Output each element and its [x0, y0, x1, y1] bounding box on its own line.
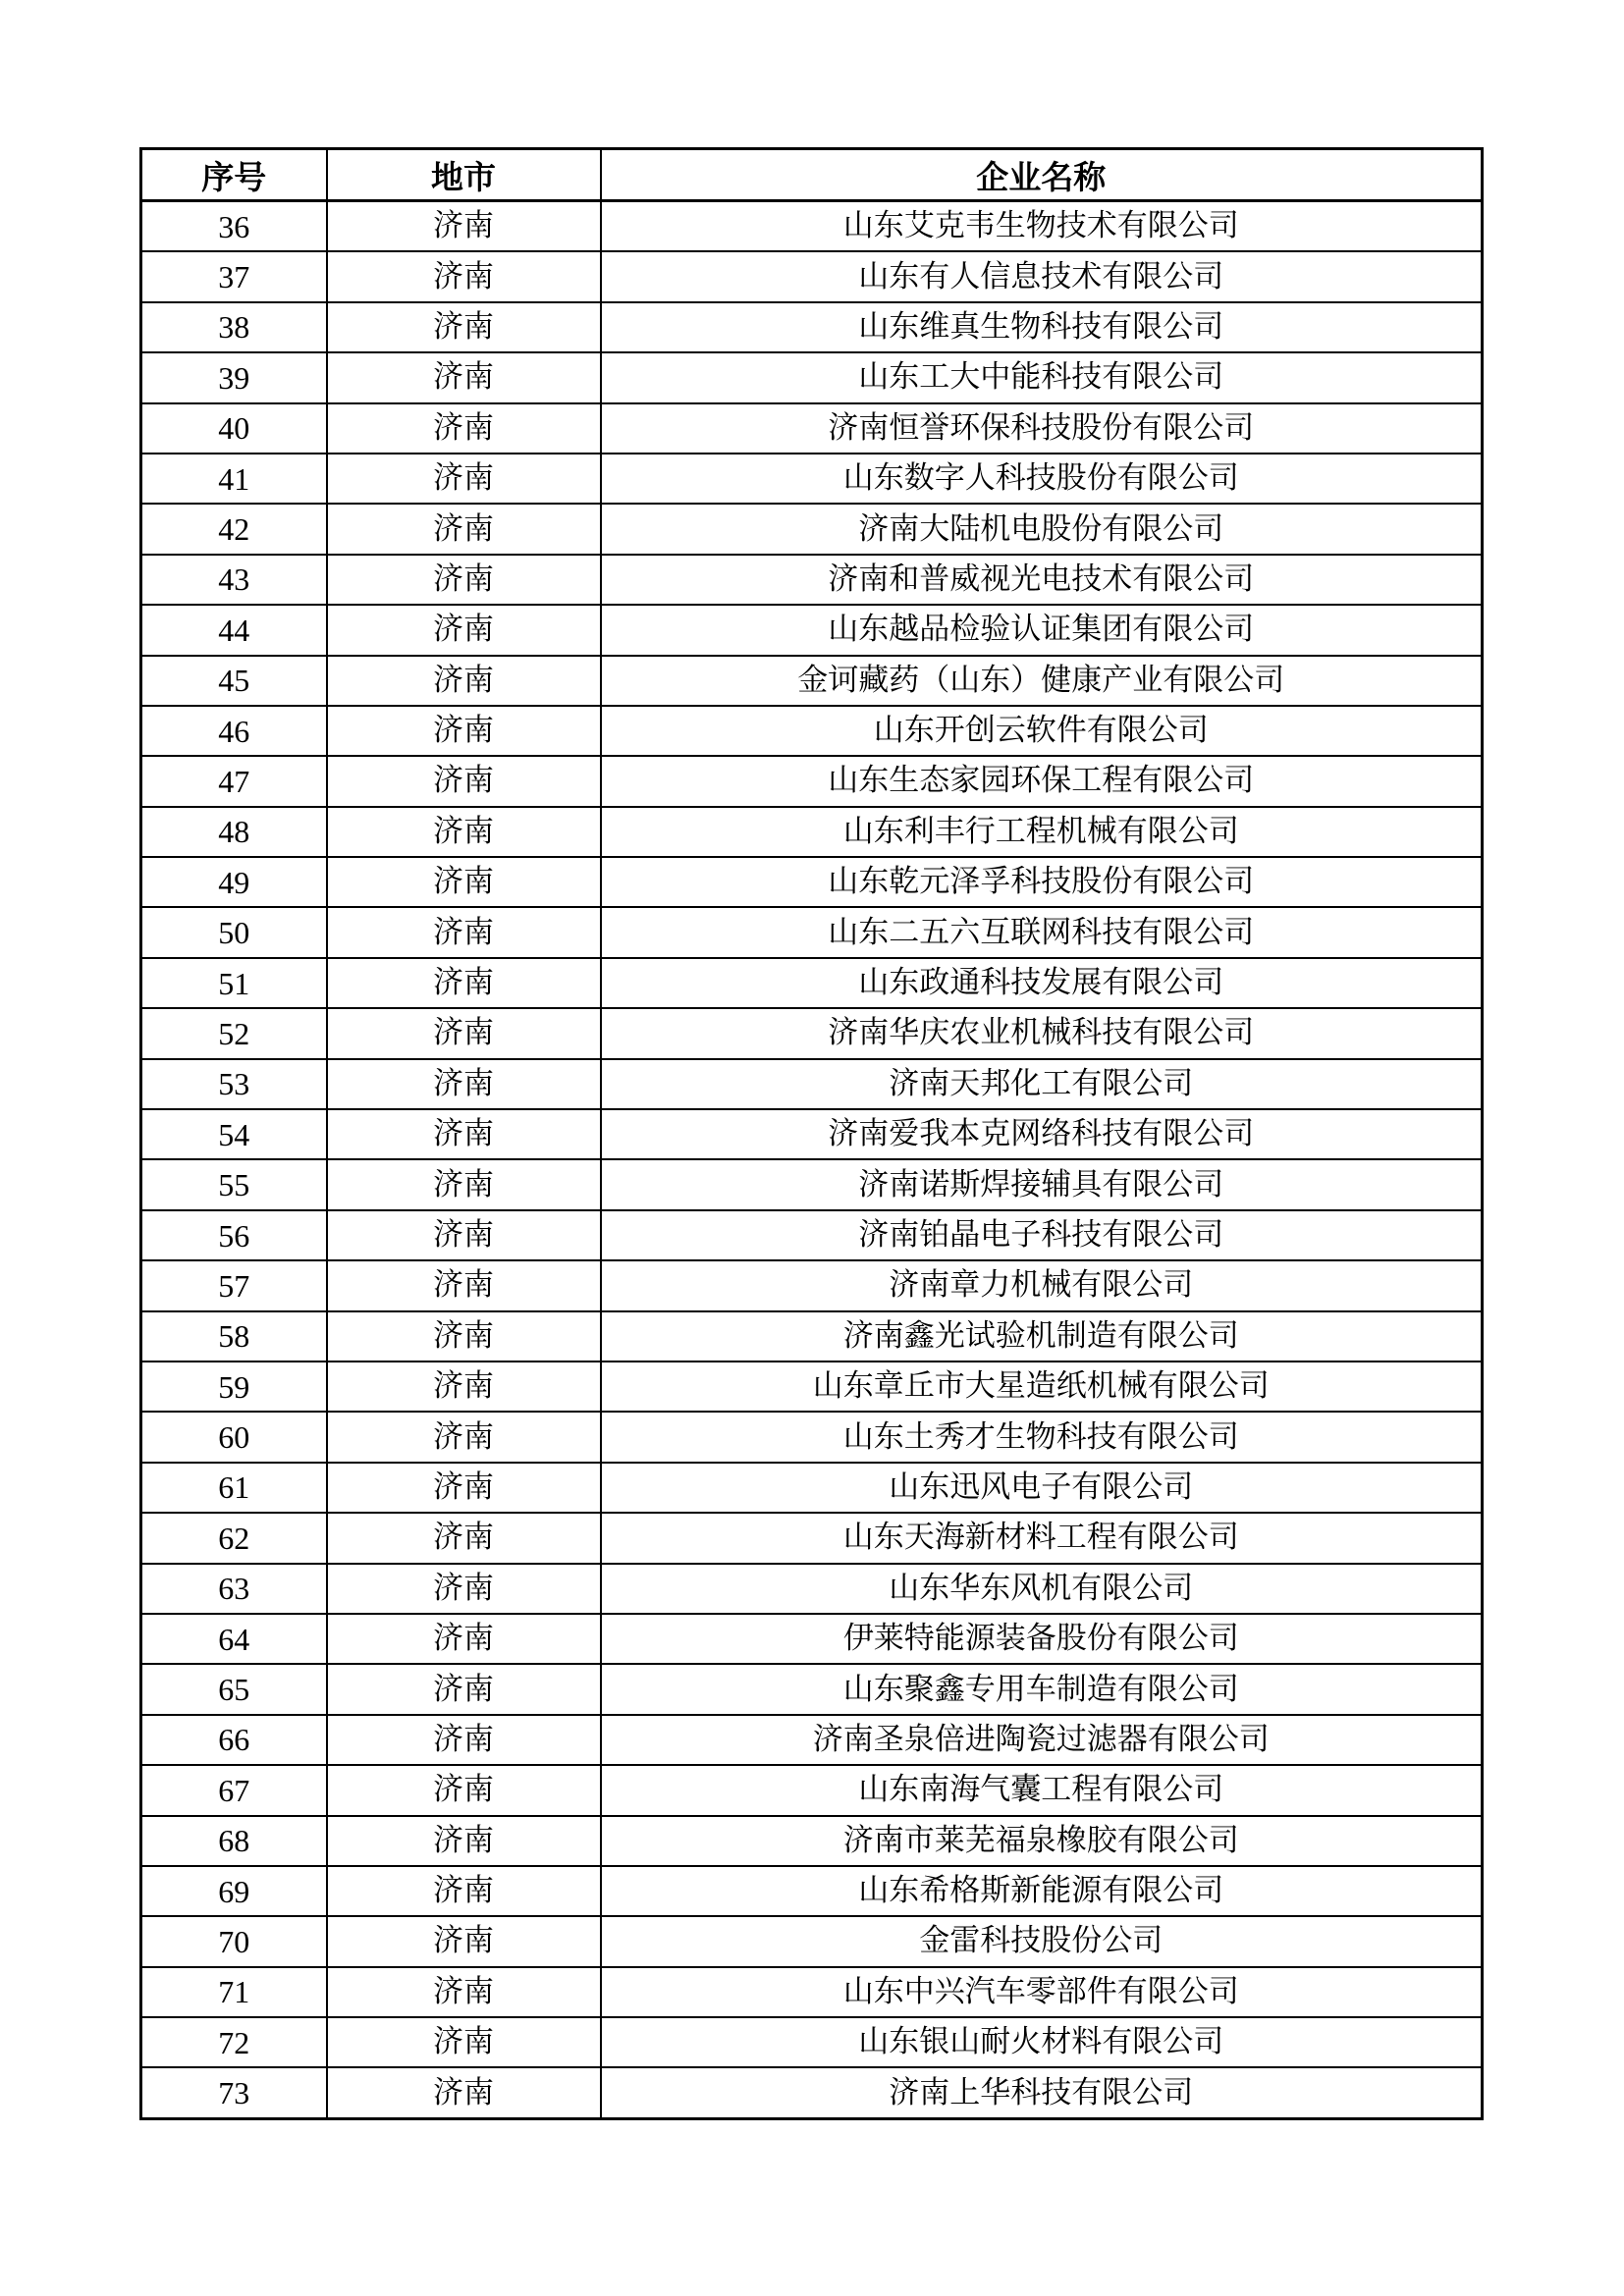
city-cell: 济南 [327, 555, 601, 605]
company-name-cell: 山东土秀才生物科技有限公司 [601, 1412, 1483, 1462]
header-row [141, 149, 1483, 201]
city-cell: 济南 [327, 1159, 601, 1209]
table-row [141, 1362, 1483, 1412]
company-name-cell: 山东利丰行工程机械有限公司 [601, 807, 1483, 857]
city-cell: 济南 [327, 958, 601, 1008]
city-cell: 济南 [327, 1664, 601, 1714]
header-company-name: 企业名称 [601, 149, 1483, 201]
city-cell: 济南 [327, 1765, 601, 1815]
city-cell: 济南 [327, 1967, 601, 2017]
company-name-cell: 济南大陆机电股份有限公司 [601, 504, 1483, 554]
row-number-cell: 52 [141, 1008, 327, 1058]
table-row [141, 1715, 1483, 1765]
table-row [141, 201, 1483, 252]
city-cell: 济南 [327, 1715, 601, 1765]
row-number-cell: 67 [141, 1765, 327, 1815]
row-number-cell: 66 [141, 1715, 327, 1765]
row-number-cell: 60 [141, 1412, 327, 1462]
table-row [141, 1311, 1483, 1362]
company-name-cell: 山东数字人科技股份有限公司 [601, 454, 1483, 504]
city-cell: 济南 [327, 1463, 601, 1513]
row-number-cell: 65 [141, 1664, 327, 1714]
header-city: 地市 [327, 149, 601, 201]
city-cell: 济南 [327, 504, 601, 554]
table-row [141, 251, 1483, 301]
city-cell: 济南 [327, 403, 601, 454]
row-number-cell: 37 [141, 251, 327, 301]
table-row [141, 1260, 1483, 1310]
table-row [141, 1463, 1483, 1513]
table-row [141, 302, 1483, 352]
row-number-cell: 54 [141, 1109, 327, 1159]
table-row [141, 1513, 1483, 1563]
table-row [141, 1412, 1483, 1462]
row-number-cell: 73 [141, 2067, 327, 2118]
city-cell: 济南 [327, 454, 601, 504]
company-name-cell: 山东越品检验认证集团有限公司 [601, 605, 1483, 655]
table-row [141, 555, 1483, 605]
company-name-cell: 山东中兴汽车零部件有限公司 [601, 1967, 1483, 2017]
table-row [141, 656, 1483, 706]
company-name-cell: 山东南海气囊工程有限公司 [601, 1765, 1483, 1815]
company-name-cell: 山东天海新材料工程有限公司 [601, 1513, 1483, 1563]
company-name-cell: 济南上华科技有限公司 [601, 2067, 1483, 2118]
row-number-cell: 64 [141, 1614, 327, 1664]
table-row [141, 2067, 1483, 2118]
table-row [141, 1059, 1483, 1109]
city-cell: 济南 [327, 1614, 601, 1664]
company-name-cell: 济南铂晶电子科技有限公司 [601, 1210, 1483, 1260]
table-row [141, 1664, 1483, 1714]
company-name-cell: 济南天邦化工有限公司 [601, 1059, 1483, 1109]
row-number-cell: 59 [141, 1362, 327, 1412]
table-row [141, 1866, 1483, 1916]
city-cell: 济南 [327, 1816, 601, 1866]
city-cell: 济南 [327, 1059, 601, 1109]
table-row [141, 1765, 1483, 1815]
city-cell: 济南 [327, 1311, 601, 1362]
table-row [141, 454, 1483, 504]
city-cell: 济南 [327, 1260, 601, 1310]
company-name-cell: 山东迅风电子有限公司 [601, 1463, 1483, 1513]
table-row [141, 1967, 1483, 2017]
table-row [141, 605, 1483, 655]
table-row [141, 1916, 1483, 1966]
company-name-cell: 山东政通科技发展有限公司 [601, 958, 1483, 1008]
row-number-cell: 56 [141, 1210, 327, 1260]
company-name-cell: 山东聚鑫专用车制造有限公司 [601, 1664, 1483, 1714]
table-row [141, 1109, 1483, 1159]
table-row [141, 807, 1483, 857]
company-name-cell: 山东章丘市大星造纸机械有限公司 [601, 1362, 1483, 1412]
company-name-cell: 山东艾克韦生物技术有限公司 [601, 201, 1483, 252]
row-number-cell: 70 [141, 1916, 327, 1966]
city-cell: 济南 [327, 1564, 601, 1614]
company-name-cell: 山东生态家园环保工程有限公司 [601, 756, 1483, 806]
company-name-cell: 济南和普威视光电技术有限公司 [601, 555, 1483, 605]
company-name-cell: 山东银山耐火材料有限公司 [601, 2017, 1483, 2067]
city-cell: 济南 [327, 1866, 601, 1916]
table-header [141, 149, 1483, 201]
city-cell: 济南 [327, 756, 601, 806]
company-name-cell: 伊莱特能源装备股份有限公司 [601, 1614, 1483, 1664]
row-number-cell: 38 [141, 302, 327, 352]
row-number-cell: 62 [141, 1513, 327, 1563]
table-row [141, 857, 1483, 907]
company-name-cell: 济南章力机械有限公司 [601, 1260, 1483, 1310]
row-number-cell: 53 [141, 1059, 327, 1109]
city-cell: 济南 [327, 302, 601, 352]
company-name-cell: 济南鑫光试验机制造有限公司 [601, 1311, 1483, 1362]
row-number-cell: 48 [141, 807, 327, 857]
company-name-cell: 济南华庆农业机械科技有限公司 [601, 1008, 1483, 1058]
table-row [141, 1564, 1483, 1614]
company-name-cell: 济南恒誉环保科技股份有限公司 [601, 403, 1483, 454]
row-number-cell: 61 [141, 1463, 327, 1513]
row-number-cell: 44 [141, 605, 327, 655]
city-cell: 济南 [327, 706, 601, 756]
table-row [141, 1816, 1483, 1866]
table-row [141, 352, 1483, 402]
city-cell: 济南 [327, 907, 601, 957]
table-row [141, 706, 1483, 756]
city-cell: 济南 [327, 352, 601, 402]
city-cell: 济南 [327, 1513, 601, 1563]
city-cell: 济南 [327, 857, 601, 907]
row-number-cell: 68 [141, 1816, 327, 1866]
city-cell: 济南 [327, 251, 601, 301]
row-number-cell: 50 [141, 907, 327, 957]
company-list-table [139, 147, 1484, 2120]
company-name-cell: 山东开创云软件有限公司 [601, 706, 1483, 756]
company-name-cell: 山东二五六互联网科技有限公司 [601, 907, 1483, 957]
row-number-cell: 43 [141, 555, 327, 605]
table-row [141, 1159, 1483, 1209]
row-number-cell: 36 [141, 201, 327, 252]
row-number-cell: 58 [141, 1311, 327, 1362]
company-name-cell: 金雷科技股份公司 [601, 1916, 1483, 1966]
header-number: 序号 [141, 149, 327, 201]
row-number-cell: 71 [141, 1967, 327, 2017]
company-name-cell: 金诃藏药（山东）健康产业有限公司 [601, 656, 1483, 706]
table-row [141, 958, 1483, 1008]
city-cell: 济南 [327, 2067, 601, 2118]
table-body [141, 201, 1483, 2119]
city-cell: 济南 [327, 201, 601, 252]
city-cell: 济南 [327, 807, 601, 857]
city-cell: 济南 [327, 1008, 601, 1058]
row-number-cell: 45 [141, 656, 327, 706]
city-cell: 济南 [327, 1916, 601, 1966]
row-number-cell: 69 [141, 1866, 327, 1916]
company-name-cell: 山东华东风机有限公司 [601, 1564, 1483, 1614]
row-number-cell: 49 [141, 857, 327, 907]
row-number-cell: 72 [141, 2017, 327, 2067]
company-name-cell: 济南圣泉倍进陶瓷过滤器有限公司 [601, 1715, 1483, 1765]
company-name-cell: 山东维真生物科技有限公司 [601, 302, 1483, 352]
row-number-cell: 39 [141, 352, 327, 402]
row-number-cell: 57 [141, 1260, 327, 1310]
city-cell: 济南 [327, 1362, 601, 1412]
row-number-cell: 55 [141, 1159, 327, 1209]
table-row [141, 1210, 1483, 1260]
company-name-cell: 山东希格斯新能源有限公司 [601, 1866, 1483, 1916]
company-name-cell: 山东乾元泽孚科技股份有限公司 [601, 857, 1483, 907]
row-number-cell: 47 [141, 756, 327, 806]
row-number-cell: 46 [141, 706, 327, 756]
city-cell: 济南 [327, 2017, 601, 2067]
city-cell: 济南 [327, 1109, 601, 1159]
row-number-cell: 63 [141, 1564, 327, 1614]
row-number-cell: 42 [141, 504, 327, 554]
row-number-cell: 41 [141, 454, 327, 504]
table-row [141, 1614, 1483, 1664]
company-name-cell: 济南市莱芜福泉橡胶有限公司 [601, 1816, 1483, 1866]
company-name-cell: 山东工大中能科技有限公司 [601, 352, 1483, 402]
row-number-cell: 40 [141, 403, 327, 454]
company-name-cell: 山东有人信息技术有限公司 [601, 251, 1483, 301]
company-name-cell: 济南诺斯焊接辅具有限公司 [601, 1159, 1483, 1209]
city-cell: 济南 [327, 1210, 601, 1260]
company-name-cell: 济南爱我本克网络科技有限公司 [601, 1109, 1483, 1159]
table-row [141, 403, 1483, 454]
table-row [141, 504, 1483, 554]
table-row [141, 2017, 1483, 2067]
city-cell: 济南 [327, 656, 601, 706]
table-row [141, 1008, 1483, 1058]
city-cell: 济南 [327, 605, 601, 655]
row-number-cell: 51 [141, 958, 327, 1008]
table-row [141, 756, 1483, 806]
table-row [141, 907, 1483, 957]
city-cell: 济南 [327, 1412, 601, 1462]
